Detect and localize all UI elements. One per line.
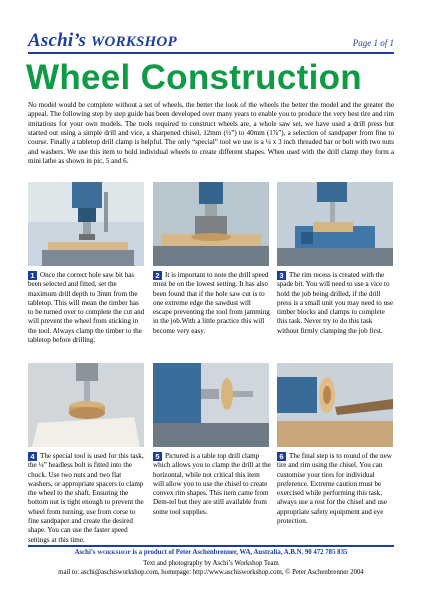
step-6-caption: 6 The final step is to round of the new tire and rim using the chisel. You can customise your tires for individual preference. Extreme caution must be exercised while performing this task, always use a rest for the chisel and use appropriate safety equipment and eye protection. <box>277 452 392 526</box>
page-footer <box>28 548 394 578</box>
step-3-number: 3 <box>277 271 286 280</box>
step-4-number: 4 <box>28 452 37 461</box>
step-2-number: 2 <box>153 271 162 280</box>
step-1-caption: 1 Once the correct hole saw bit has been selected and fitted, set the maximum drill depth to 3mm from the tabletop. This will mean the timber has to be turned over to complete the cut and will prevent the wheel from sticking in the tool. Always clamp the timber to the tabletop before drilling. <box>28 271 145 345</box>
step-4-caption: 4 The special tool is used for this task, the ¼” headless bolt is fitted into the chuck. Use two nuts and two flat washers, or appropriate spacers to clamp the wheel to the shaft. Ensuring the bottom nut is tight enough to prevent the wheel from turning, use from corse to fine sandpaper and create the desired shape. You can use the faster speed settings at this time. <box>28 452 144 544</box>
step-5-number: 5 <box>153 452 162 461</box>
page-title: Wheel Construction <box>26 58 362 97</box>
header-rule <box>28 52 394 54</box>
step-5-photo <box>153 363 269 447</box>
footer-rule <box>28 545 394 547</box>
step-1-photo <box>28 182 144 266</box>
brand-logo: Aschi’s WORKSHOP <box>28 30 177 51</box>
intro-paragraph: No model would be complete without a set of wheels, the better the look of the wheels the better the model and the greater the appeal. The following step by step guide has been developed over many years to enable you to produce the very best tire and rim imitations for your own models. The tools required to construct wheels are, a whole saw set, we have used a drill press but started out using a simple drill and vice, a sharpened chisel, 12mm (½”) to 40mm (1⅞”), a selection of sandpaper from fine to course. Finally a tabletop drill clamp is helpful. The only “special” tool we use is a ¼ x 3 inch threaded bar or bolt with two nuts and washers. We use this item to hold individual wheels to create different shapes. When used with the drill clamp they form a mini lathe as shown in pic, 5 and 6. <box>28 101 394 166</box>
footer-contact: mail to: aschi@aschisworkshop.com, homepage: http://www.aschisworkshop.com, © Peter Aschenbrenner 2004 <box>58 569 364 577</box>
step-4-photo <box>28 363 144 447</box>
step-3-caption: 3 The rim recess is created with the spade bit. You will need to use a vice to hold the job being drilled, if the drill press is a small unit you may need to use timber blocks and clamps to complete this task. Never try to do this task without firmly clamping the job first. <box>277 271 394 335</box>
step-6-number: 6 <box>277 452 286 461</box>
step-5-caption: 5 Pictured is a table top drill clamp which allows you to clamp the drill at the horizontal, while not critical this item will allow you to use the chisel to create convex rim shapes. This item came from Dem-tel but they are still available from some tool supplies. <box>153 452 271 516</box>
step-6-photo <box>277 363 393 447</box>
footer-team: Text and photography by Aschi’s Workshop Team <box>143 559 279 567</box>
footer-credit: Aschi’s WORKSHOP is a product of Peter Aschenbrenner, WA, Australia, A.B.N. 90 472 785 835 <box>74 549 348 556</box>
step-2-photo <box>153 182 269 266</box>
step-3-photo <box>277 182 393 266</box>
step-2-caption: 2 It is important to note the drill speed must be on the lowest setting. It has also been found that if the hole saw cut is to one extreme edge the sawdust will escape preventing the tool from jamming in the job.With a little practice this will become very easy. <box>153 271 270 335</box>
step-1-number: 1 <box>28 271 37 280</box>
page-indicator: Page 1 of 1 <box>352 38 394 48</box>
page-header <box>0 0 422 60</box>
